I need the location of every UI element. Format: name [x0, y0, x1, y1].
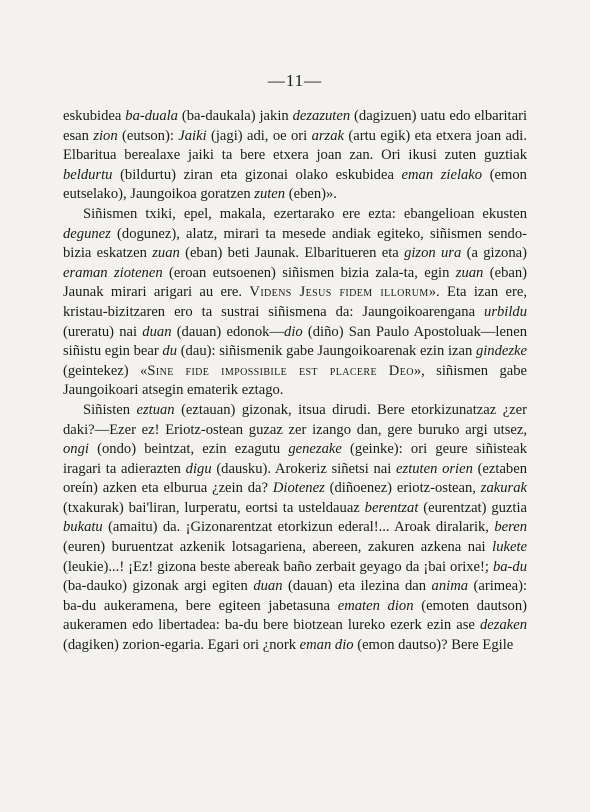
italic-term: genezake: [288, 441, 342, 458]
text-run: eskubidea: [63, 108, 126, 124]
italic-term: ematen dion: [337, 597, 414, 614]
text-run: (eztauan) gizonak, itsua dirudi. Bere etorkizunatzaz ¿zer daki?—Ezer ez! Eriotz-ostean guzaz zer izango dan, gere buruko argi utsez,: [63, 401, 527, 438]
italic-term: bukatu: [63, 519, 103, 536]
text-run: (ba-dauko) gizonak argi egiten: [63, 578, 254, 595]
text-run: (eutson):: [117, 127, 179, 144]
text-run: (emoten dautson) aukeramen edo libertadea: ba-du bere biotzean lureko ezerk ezin ase: [63, 597, 527, 634]
italic-term: zakurak: [480, 480, 527, 497]
italic-term: eman zielako: [401, 166, 483, 183]
text-run: (a gizona): [461, 245, 527, 262]
italic-term: zuan: [455, 264, 484, 281]
text-run: (dagizuen) uatu edo elbaritari esan: [63, 108, 527, 144]
text-run: (dogunez), alatz, mirari ta mesede andiak egiteko, siñismen sendo-bizia eskatzen: [63, 225, 527, 262]
paragraph: [63, 107, 527, 205]
text-run: (emon eutselako), Jaungoikoa goratzen: [63, 166, 527, 203]
text-run: (dagiken) zorion-egaria. Egari ori ¿nork: [63, 637, 300, 654]
italic-term: ongi: [63, 441, 89, 458]
italic-term: digu: [185, 460, 212, 477]
text-run: (arimea): ba-du aukeramena, bere egiteen jabetasuna: [63, 578, 528, 614]
text-run: (ba-daukala) jakin: [177, 108, 293, 124]
text-run: Siñismen txiki, epel, makala, ezertarako ere ezta: ebangelioan ekusten: [83, 205, 527, 222]
text-run: (ondo) beintzat, ezin ezagutu: [88, 441, 289, 458]
italic-term: degunez: [63, 225, 111, 242]
italic-term: duan: [142, 323, 172, 340]
text-run: (eztaben oreín) azken eta elburua ¿zein da?: [63, 460, 527, 497]
italic-term: Diotenez: [272, 480, 325, 497]
text-run: (euren) buruentzat azkenik lotsagariena, abereen, zakuren azkena nai: [63, 539, 493, 556]
text-run: (diño) San Paulo Apostoluak—lenen siñistu egin bear: [63, 323, 528, 360]
text-run: (eben)».: [285, 186, 337, 203]
italic-term: eraman ziotenen: [63, 264, 163, 281]
text-run: ». Eta izan ere, kristau-bizitzaren ero ta sustrai siñismena da: Jaungoikoarengana: [63, 284, 527, 320]
text-run: », siñismen gabe Jaungoikoari atsegin ematerik eztago.: [63, 362, 528, 399]
italic-term: du: [162, 343, 178, 360]
page-number: —11—: [267, 71, 323, 90]
italic-term: eztuten orien: [396, 460, 473, 477]
text-run: (txakurak) bai'liran, lurperatu, eortsi ta usteldauaz: [63, 499, 365, 516]
text-run: (ureratu) nai: [63, 323, 143, 340]
italic-term: gizon ura: [404, 245, 462, 262]
italic-term: zion: [93, 127, 118, 144]
text-run: (dauan) edonok—: [171, 323, 285, 340]
italic-term: eztuan: [136, 401, 175, 418]
text-run: Siñisten: [83, 401, 137, 418]
text-run: (leukie)...! ¡Ez! gizona beste abereak baño zerbait geyago da ¡bai orixe!;: [63, 558, 493, 575]
text-run: (artu egik) eta etxera joan adi. Elbaritua berealaxe jaiki ta bere etxera joan zan. Ori ikusi zuten guztiak: [63, 127, 528, 164]
italic-term: duan: [253, 578, 283, 595]
italic-term: dezaken: [479, 617, 527, 634]
italic-term: gindezke: [475, 343, 527, 360]
latin-quote: Sine fide impossibile est placere Deo: [147, 362, 414, 379]
italic-term: lukete: [492, 539, 527, 556]
italic-term: ba-duala: [125, 108, 178, 124]
italic-term: arzak: [311, 127, 344, 144]
paragraph: [63, 401, 527, 656]
italic-term: beldurtu: [63, 166, 113, 183]
text-run: (bildurtu) ziran eta gizonai olako eskubidea: [112, 166, 402, 183]
italic-term: urbildu: [484, 303, 527, 320]
text-run: (dauan) eta ilezina dan: [282, 578, 432, 595]
italic-term: dezazuten: [292, 108, 351, 124]
text-run: (geinke): ori geure siñisteak iragari ta adierazten: [63, 441, 527, 477]
italic-term: eman dio: [299, 637, 354, 654]
text-run: (emon dautso)? Bere Egile: [353, 637, 514, 654]
italic-term: ba-du: [492, 558, 527, 575]
text-run: (eban) beti Jaunak. Elbaritueren eta: [179, 245, 405, 262]
italic-term: dio: [284, 323, 303, 340]
text-run: (geintekez) «: [63, 362, 148, 379]
text-run: (dausku). Arokeriz siñetsi nai: [211, 460, 397, 477]
italic-term: berentzat: [364, 499, 419, 516]
text-run: (dau): siñismenik gabe Jaungoikoarenak ezin izan: [177, 343, 476, 360]
italic-term: zuan: [152, 245, 180, 262]
text-run: (eban) Jaunak mirari arigari au ere.: [63, 264, 528, 301]
latin-quote: Videns Jesus fidem illorum: [249, 284, 429, 301]
text-run: (jagi) adi, oe ori: [206, 127, 312, 144]
italic-term: anima: [431, 578, 469, 595]
body-text: [63, 107, 527, 656]
italic-term: Jaiki: [178, 127, 207, 144]
paragraph: [63, 205, 527, 401]
text-run: (eroan eutsoenen) siñismen bizia zala-ta, egin: [162, 264, 456, 281]
italic-term: zuten: [254, 186, 286, 203]
text-run: (amaitu) da. ¡Gizonarentzat etorkizun ederal!... Aroak diralarik,: [102, 519, 495, 536]
text-run: (diñoenez) eriotz-ostean,: [324, 480, 481, 497]
italic-term: beren: [494, 519, 527, 536]
text-run: (eurentzat) guztia: [418, 499, 527, 516]
